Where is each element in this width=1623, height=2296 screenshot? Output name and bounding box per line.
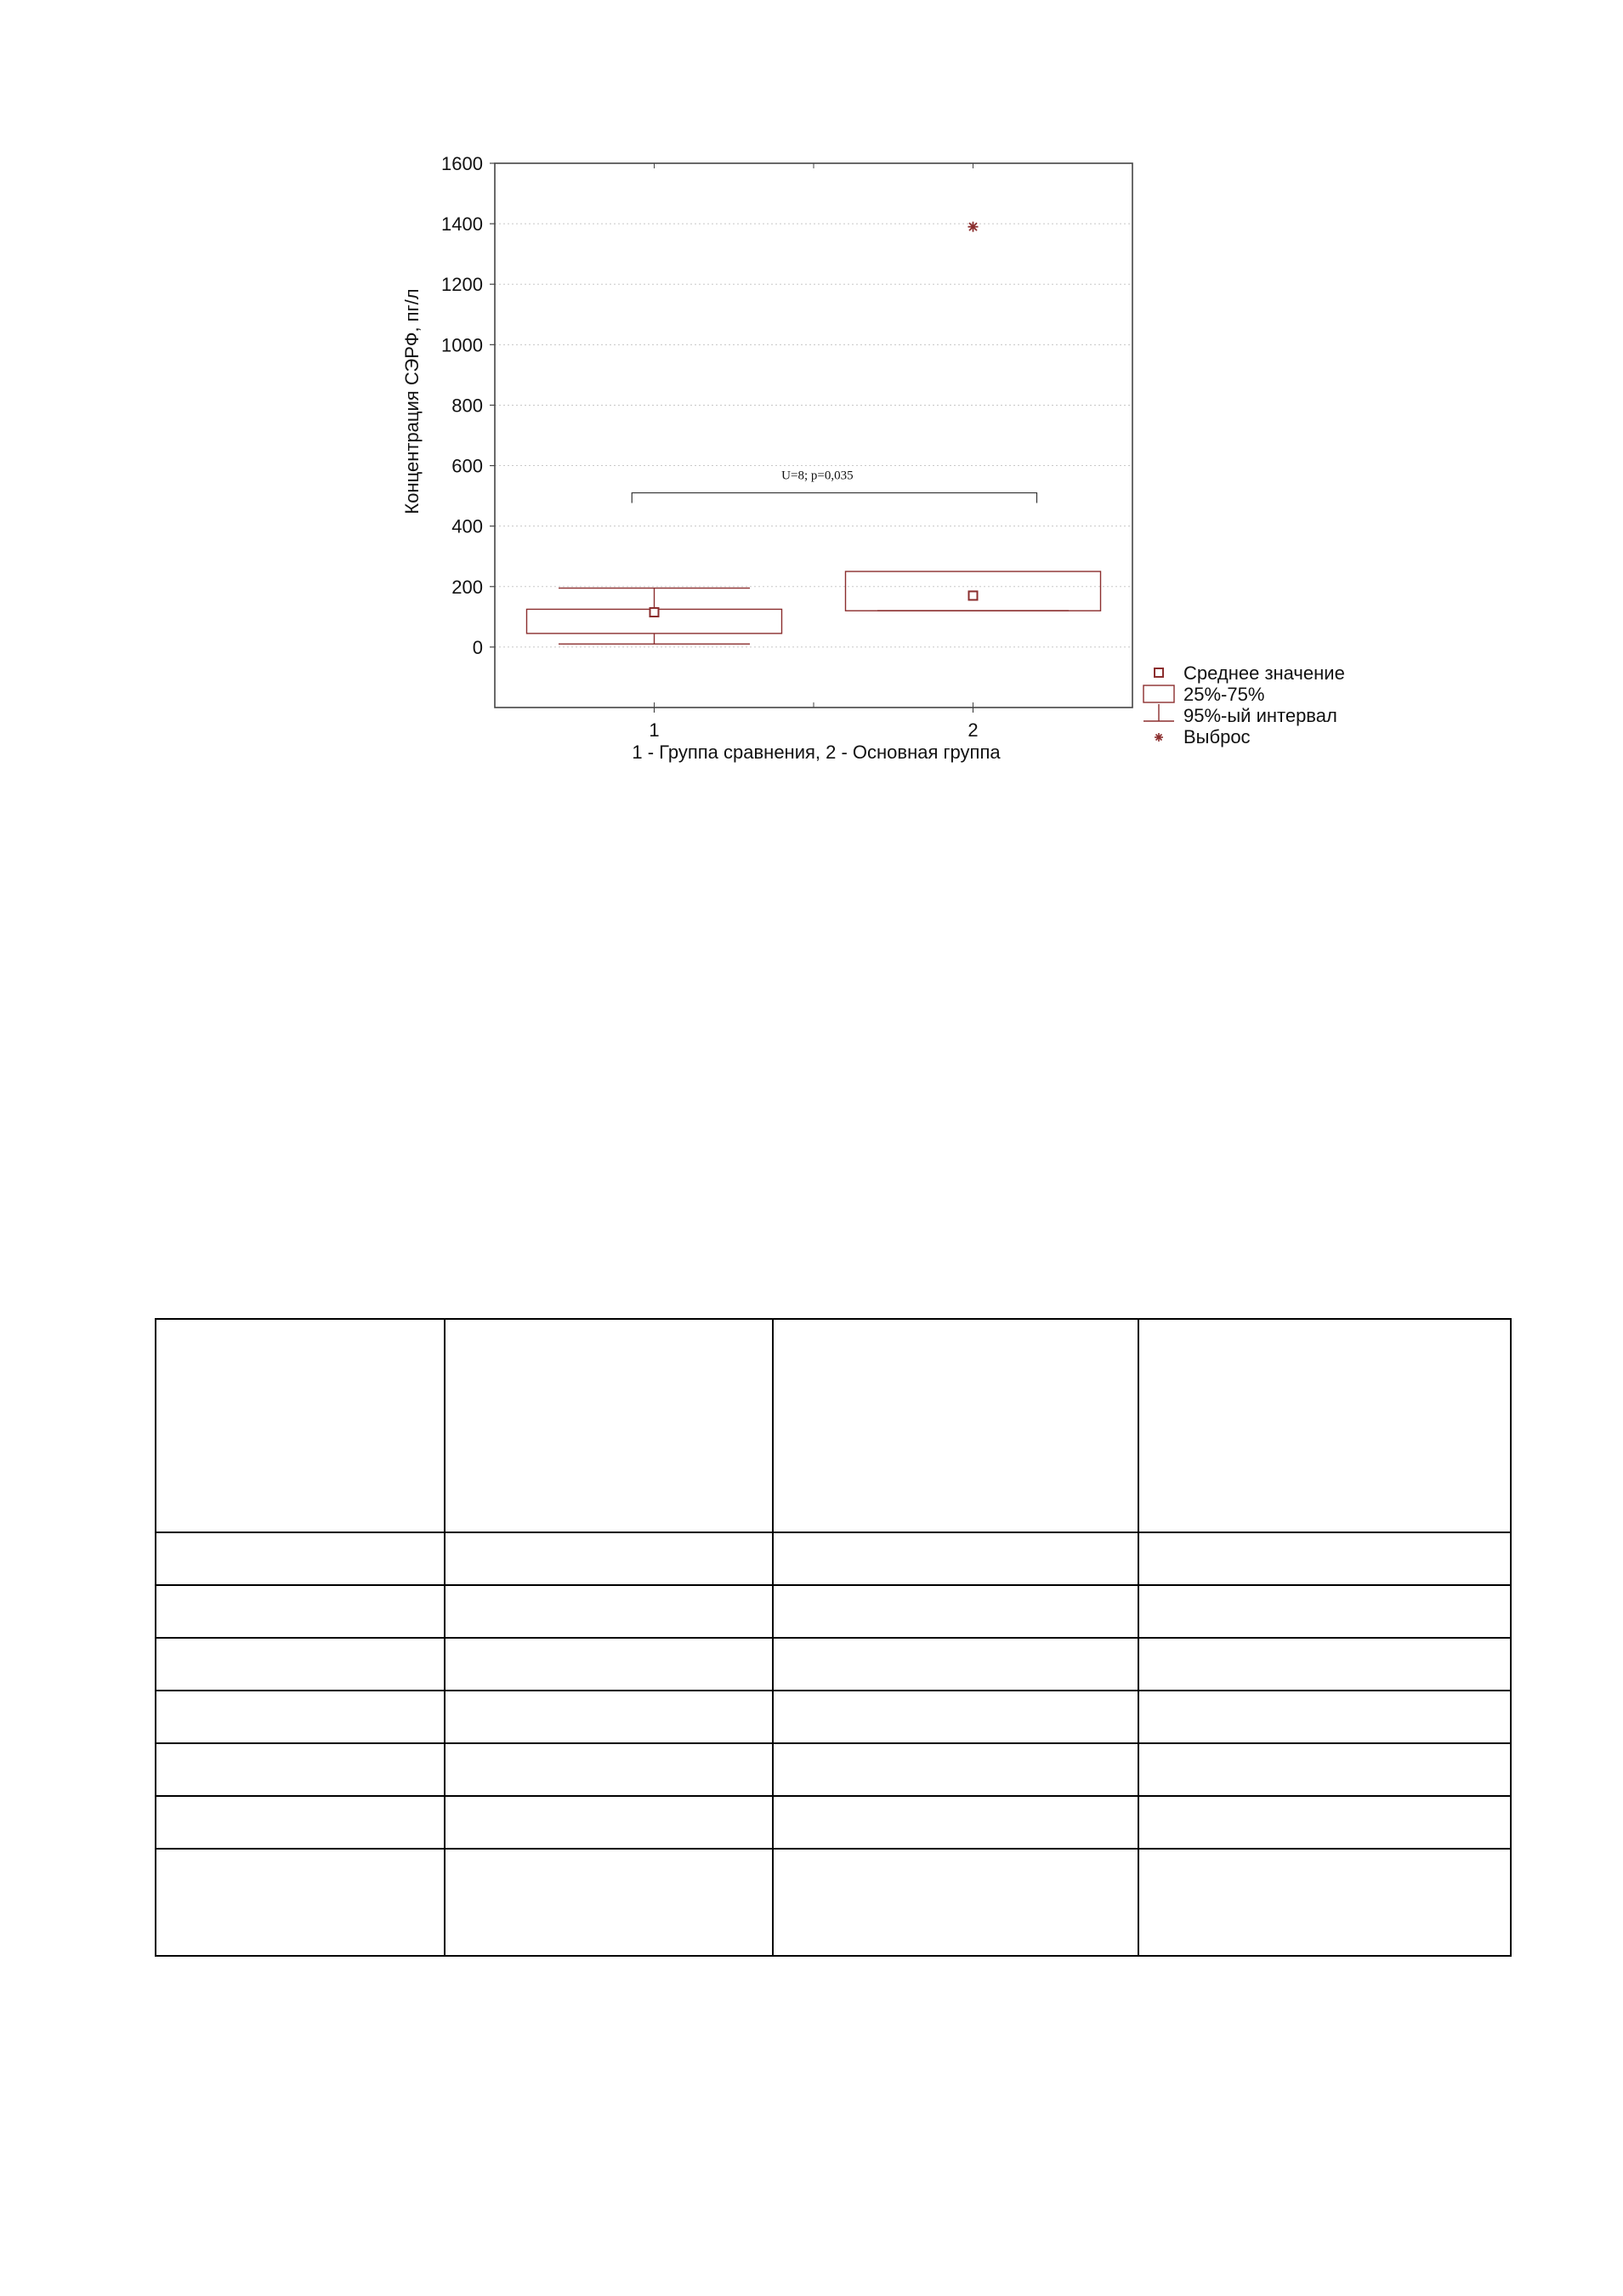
table-row: [156, 1743, 1511, 1796]
table-cell: [773, 1796, 1138, 1849]
x-axis-title: 1 - Группа сравнения, 2 - Основная группа: [632, 742, 1001, 763]
table-cell: [1138, 1743, 1511, 1796]
table-row: [156, 1691, 1511, 1743]
table-cell: [1138, 1691, 1511, 1743]
legend-outlier-star: [1155, 733, 1163, 742]
table-cell: [445, 1796, 773, 1849]
data-table: [155, 1318, 1512, 1957]
series-layer: [527, 222, 1101, 645]
table-row: [156, 1585, 1511, 1638]
table-cell: [156, 1585, 445, 1638]
table-row: [156, 1796, 1511, 1849]
legend-symbols: [1143, 668, 1174, 742]
table-cell: [773, 1319, 1138, 1532]
y-tick-label: 400: [451, 515, 483, 537]
significance-label: U=8; p=0,035: [781, 469, 854, 483]
y-tick-label: 1000: [441, 334, 483, 356]
table-cell: [773, 1532, 1138, 1585]
table-cell: [773, 1849, 1138, 1956]
y-axis-title: Концентрация СЭРФ, пг/л: [401, 288, 423, 514]
table-cell: [445, 1532, 773, 1585]
table-row: [156, 1849, 1511, 1956]
table-row: [156, 1532, 1511, 1585]
mean-marker-1: [650, 608, 659, 617]
table-cell: [1138, 1319, 1511, 1532]
y-tick-label: 1400: [441, 213, 483, 236]
table-cell: [445, 1585, 773, 1638]
boxplot-chart: [400, 145, 1386, 791]
table-cell: [773, 1638, 1138, 1691]
x-tick-label: 1: [649, 719, 660, 741]
significance-bracket: [632, 493, 1036, 503]
table-cell: [1138, 1849, 1511, 1956]
legend-box: [1143, 685, 1174, 702]
boxplot-figure: [400, 145, 1386, 791]
outlier-marker: [968, 222, 979, 232]
y-tick-label: 200: [451, 576, 483, 598]
table-cell: [156, 1743, 445, 1796]
x-tick-label: 2: [968, 719, 979, 741]
table-cell: [445, 1743, 773, 1796]
plot-frame: [495, 163, 1132, 708]
table-header-row: [156, 1319, 1511, 1532]
y-tick-label: 0: [472, 636, 483, 658]
y-tick-label: 600: [451, 455, 483, 477]
y-axis: [441, 153, 495, 658]
legend-label-mean: Среднее значение: [1183, 662, 1345, 684]
legend-label-outlier: Выброс: [1183, 726, 1251, 747]
table-cell: [445, 1638, 773, 1691]
table-cell: [156, 1691, 445, 1743]
y-tick-label: 1600: [441, 153, 483, 174]
legend-label-box: 25%-75%: [1183, 684, 1265, 705]
table-cell: [156, 1319, 445, 1532]
table-cell: [445, 1319, 773, 1532]
table-cell: [156, 1796, 445, 1849]
legend-mean-square: [1155, 668, 1163, 677]
table-cell: [1138, 1532, 1511, 1585]
table-cell: [445, 1849, 773, 1956]
y-tick-label: 1200: [441, 274, 483, 296]
table-cell: [156, 1532, 445, 1585]
table-cell: [156, 1849, 445, 1956]
table-cell: [1138, 1585, 1511, 1638]
legend: [1143, 662, 1345, 747]
grid-layer: [495, 224, 1132, 647]
y-tick-label: 800: [451, 395, 483, 417]
table-row: [156, 1638, 1511, 1691]
table-cell: [156, 1638, 445, 1691]
mean-marker-2: [969, 591, 978, 600]
table-cell: [445, 1691, 773, 1743]
x-axis: [495, 163, 1132, 741]
table-cell: [1138, 1638, 1511, 1691]
annotation-layer: [632, 469, 1036, 503]
table-cell: [773, 1743, 1138, 1796]
table-cell: [773, 1585, 1138, 1638]
table-cell: [773, 1691, 1138, 1743]
table-cell: [1138, 1796, 1511, 1849]
legend-label-interval: 95%-ый интервал: [1183, 705, 1337, 726]
